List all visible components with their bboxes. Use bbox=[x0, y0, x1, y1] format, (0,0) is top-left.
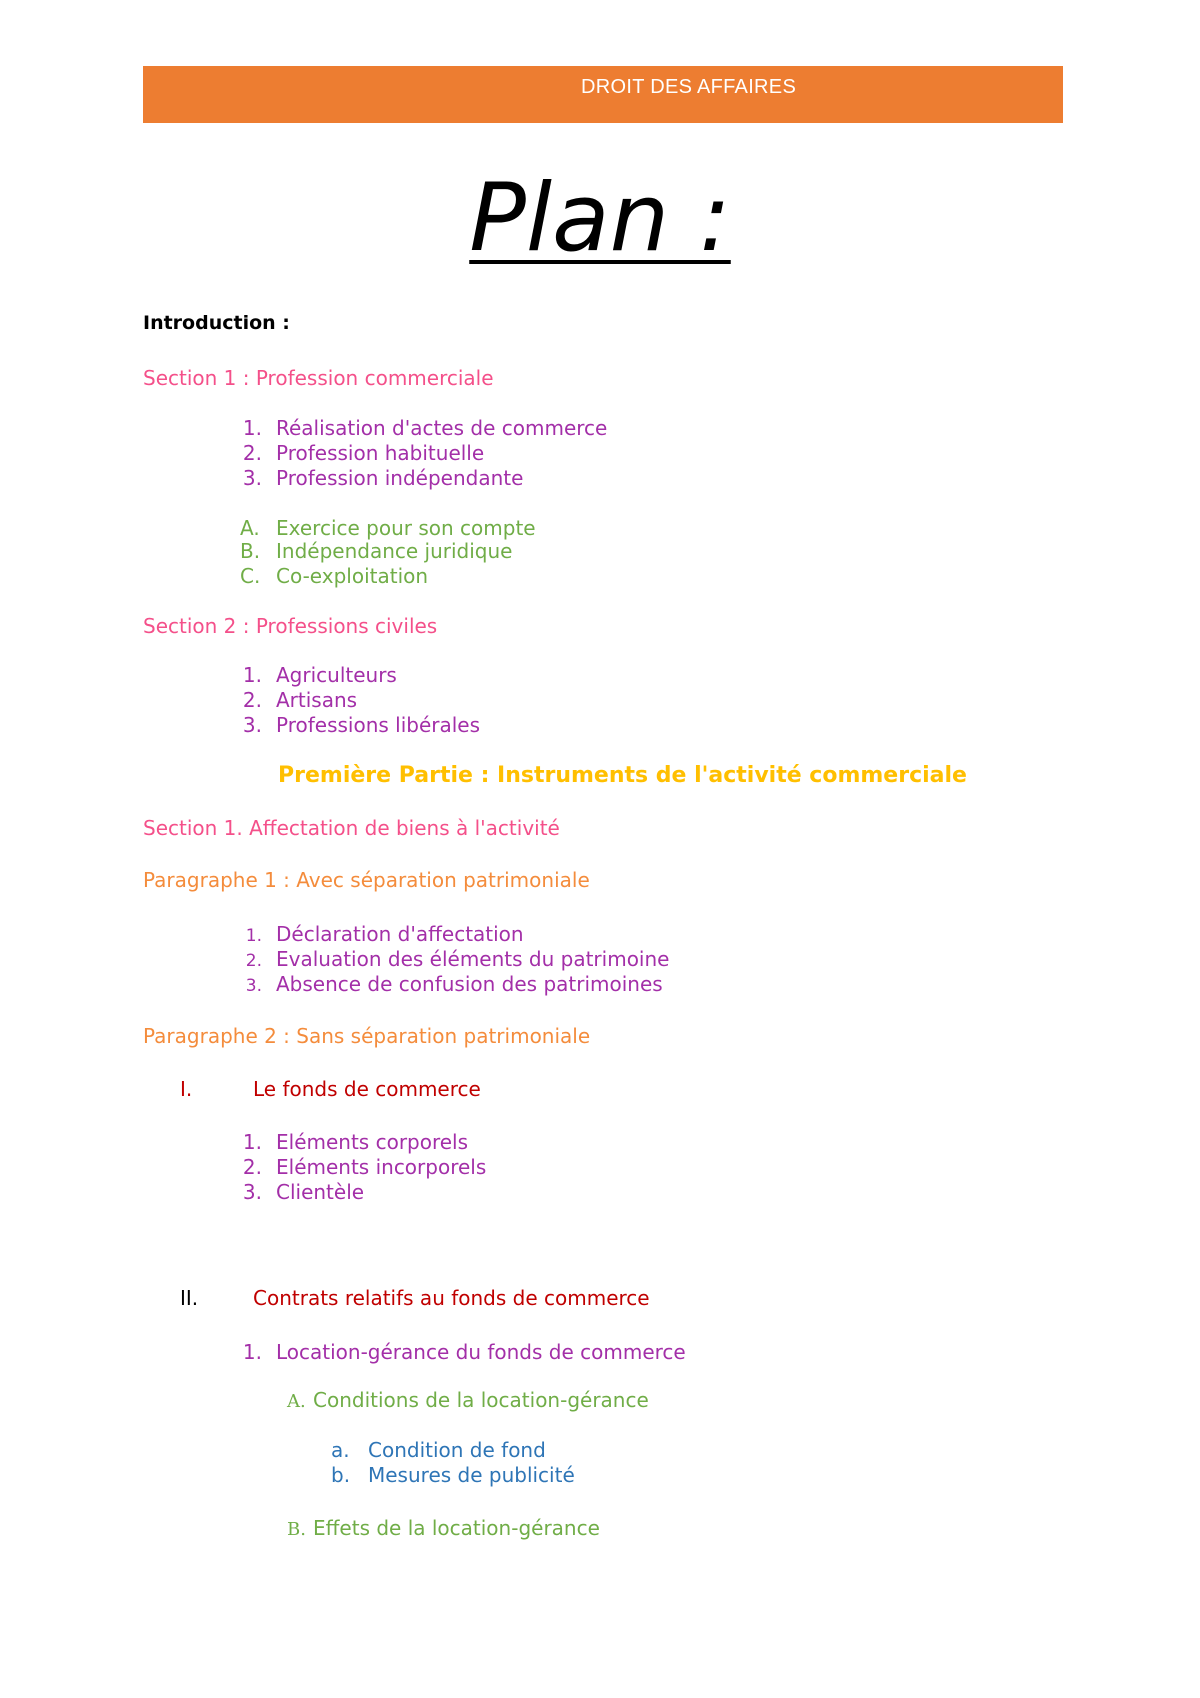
plan-title: Plan : bbox=[469, 164, 731, 273]
section1-heading: Section 1 : Profession commerciale bbox=[143, 366, 494, 390]
roman-heading-2: II. Contrats relatifs au fonds de commerce bbox=[180, 1286, 650, 1310]
list-item: B. Effets de la location-gérance bbox=[287, 1516, 600, 1540]
list-item: C. Co-exploitation bbox=[240, 564, 429, 588]
list-item: 2. Eléments incorporels bbox=[242, 1155, 487, 1179]
list-item: 2. Evaluation des éléments du patrimoine bbox=[245, 947, 670, 971]
header-band bbox=[143, 66, 1063, 123]
list-item: 2. Profession habituelle bbox=[242, 441, 485, 465]
list-item: 1. Location-gérance du fonds de commerce bbox=[242, 1340, 686, 1364]
header-title: DROIT DES AFFAIRES bbox=[581, 76, 797, 98]
list-item: 3. Clientèle bbox=[242, 1180, 365, 1204]
list-item: 3. Absence de confusion des patrimoines bbox=[245, 972, 663, 996]
list-item: a. Condition de fond bbox=[331, 1438, 546, 1462]
list-item: 3. Professions libérales bbox=[242, 713, 481, 737]
introduction-heading: Introduction : bbox=[143, 312, 290, 334]
list-item: 1. Eléments corporels bbox=[242, 1130, 469, 1154]
list-item: 1. Agriculteurs bbox=[242, 663, 397, 687]
section2-heading: Section 2 : Professions civiles bbox=[143, 614, 438, 638]
partie-section1-heading: Section 1. Affectation de biens à l'activité bbox=[143, 816, 560, 840]
list-item: 1. Déclaration d'affectation bbox=[245, 922, 524, 946]
list-item: B. Indépendance juridique bbox=[240, 539, 513, 563]
list-item: 2. Artisans bbox=[242, 688, 358, 712]
paragraphe2-heading: Paragraphe 2 : Sans séparation patrimoniale bbox=[143, 1024, 591, 1048]
partie-heading: Première Partie : Instruments de l'activité commerciale bbox=[278, 763, 967, 788]
list-item: A. Exercice pour son compte bbox=[240, 516, 536, 540]
roman-heading-1: I. Le fonds de commerce bbox=[180, 1077, 481, 1101]
list-item: A. Conditions de la location-gérance bbox=[287, 1388, 649, 1412]
list-item: 1. Réalisation d'actes de commerce bbox=[242, 416, 608, 440]
paragraphe1-heading: Paragraphe 1 : Avec séparation patrimoniale bbox=[143, 868, 590, 892]
list-item: b. Mesures de publicité bbox=[331, 1463, 575, 1487]
list-item: 3. Profession indépendante bbox=[242, 466, 524, 490]
